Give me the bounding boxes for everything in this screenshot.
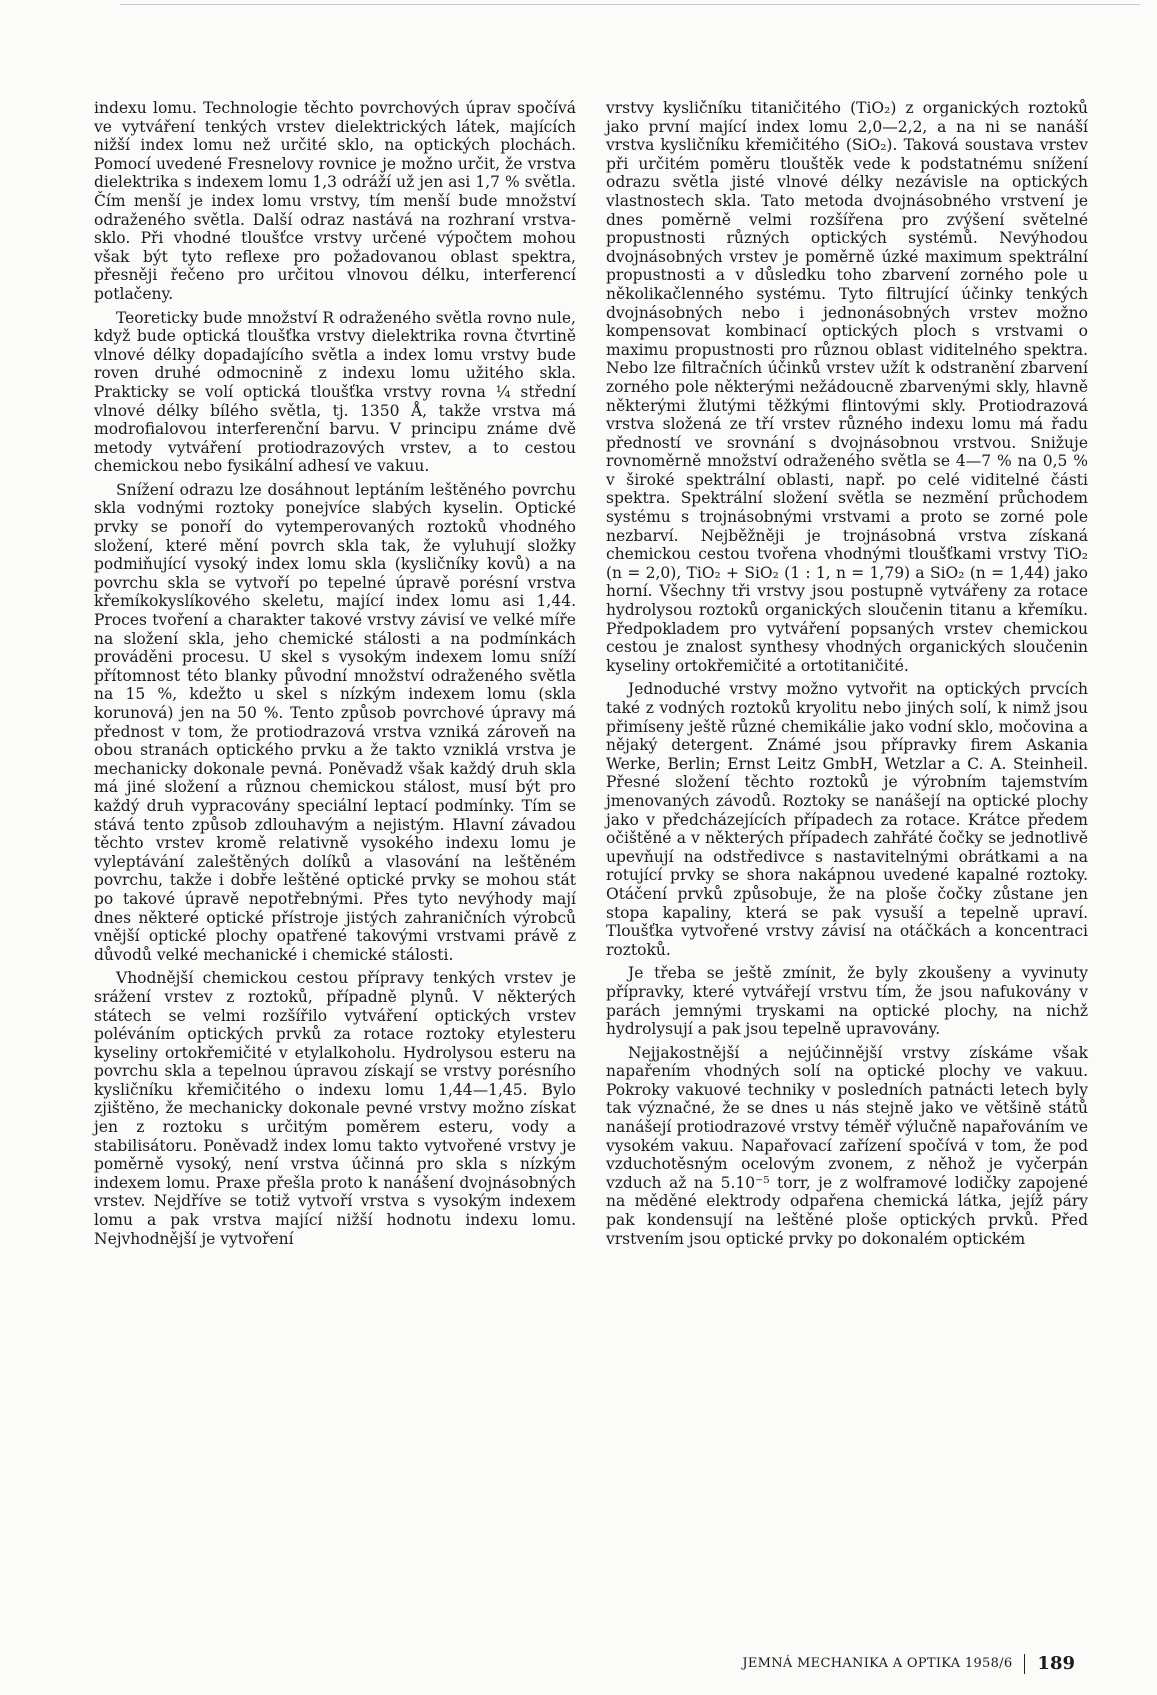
right-column	[606, 99, 1088, 1253]
footer-divider	[1024, 1654, 1025, 1674]
scan-edge-line	[120, 4, 1140, 5]
page-number: 189	[1037, 1653, 1075, 1674]
paragraph: Nejjakostnější a nejúčinnější vrstvy získáme však napařením vhodných solí na optické plochy ve vakuu. Pokroky vakuové techniky v posledních patnácti letech byly tak význačné, že se dnes u nás stejně jako ve většině států nanášejí protiodrazové vrstvy téměř výlučně napařováním ve vysokém vakuu. Napařovací zařízení spočívá v tom, že pod vzduchotěsným ocelovým zvonem, z něhož je vyčerpán vzduch až na 5.10⁻⁵ torr, je z wolframové lodičky zapojené na měděné elektrody odpařena chemická látka, jejíž páry pak kondensují na leštěné ploše optických prvků. Před vrstvením jsou optické prvky po dokonalém optickém	[606, 1043, 1088, 1248]
paragraph: Snížení odrazu lze dosáhnout leptáním leštěného povrchu skla vodnými roztoky ponejvíce slabých kyselin. Optické prvky se ponoří do vytemperovaných roztoků vhodného složení, které mění povrch skla tak, že vyluhují složky podmiňující vysoký index lomu skla (kysličníky kovů) a na povrchu skla se vytvoří po tepelné úpravě porésní vrstva křemíkokyslíkového skeletu, mající index lomu asi 1,44. Proces tvoření a charakter takové vrstvy závisí ve velké míře na složení skla, jeho chemické stálosti a na podmínkách prováděni procesu. U skel s vysokým indexem lomu sníží přítomnost této blanky původní množství odraženého světla na 15 %, kdežto u skel s nízkým indexem lomu (skla korunová) jen na 50 %. Tento způsob povrchové úpravy má přednost v tom, že protiodrazová vrstva vzniká zároveň na obou stranách optického prvku a že takto vzniklá vrstva je mechanicky dokonale pevná. Poněvadž však každý druh skla má jiné složení a různou chemickou stálost, musí být pro každý druh vypracovány speciální leptací podmínky. Tím se stává tento způsob zdlouhavým a nejistým. Hlavní závadou těchto vrstev kromě relativně vysokého indexu lomu je vyleptávání zaleštěných dolíků a vlasování na leštěném povrchu, takže i dobře leštěné optické prvky se mohou stát po takové úpravě nepotřebnými. Přes tyto nevýhody mají dnes některé optické přístroje jistých zahraničních výrobců vnější optické plochy opatřené takovými vrstvami právě z důvodů velké mechanické i chemické stálosti.	[94, 480, 576, 964]
paragraph: Jednoduché vrstvy možno vytvořit na optických prvcích také z vodných roztoků kryolitu nebo jiných solí, k nimž jsou přimíseny ještě různé chemikálie jako vodní sklo, močovina a nějaký detergent. Známé jsou přípravky firem Askania Werke, Berlin; Ernst Leitz GmbH, Wetzlar a C. A. Steinheil. Přesné složení těchto roztoků je výrobním tajemstvím jmenovaných závodů. Roztoky se nanášejí na optické plochy jako v předcházejících případech za rotace. Krátce předem očištěné a v některých případech zahřáté čočky se jednotlivě upevňují na odstředivce s nastavitelnými obrátkami a na rotující prvky se shora nakápnou uvedené kapalné roztoky. Otáčení prvků způsobuje, že na ploše čočky zůstane jen stopa kapaliny, která se pak vysuší a tepelně upraví. Tloušťka vytvořené vrstvy závisí na otáčkách a koncentraci roztoků.	[606, 680, 1088, 959]
paragraph: Vhodnější chemickou cestou přípravy tenkých vrstev je srážení vrstev z roztoků, případně plynů. V některých státech se velmi rozšířilo vytváření optických vrstev poléváním optických prvků za rotace roztoky etylesteru kyseliny ortokřemičité v etylalkoholu. Hydrolysou esteru na povrchu skla a tepelnou úpravou získají se vrstvy porésního kysličníku křemičitého o indexu lomu 1,44—1,45. Bylo zjištěno, že mechanicky dokonale pevné vrstvy možno získat jen z roztoku s určitým poměrem esteru, vody a stabilisátoru. Poněvadž index lomu takto vytvořené vrstvy je poměrně vysoký, není vrstva účinná pro skla s nízkým indexem lomu. Praxe přešla proto k nanášení dvojnásobných vrstev. Nejdříve se totiž vytvoří vrstva s vysokým indexem lomu a pak vrstva mající nižší hodnotu indexu lomu. Nejvhodnější je vytvoření	[94, 969, 576, 1248]
paragraph: vrstvy kysličníku titaničitého (TiO₂) z organických roztoků jako první mající index lomu 2,0—2,2, a na ni se nanáší vrstva kysličníku křemičitého (SiO₂). Taková soustava vrstev při určitém poměru tlouštěk vede k podstatnému snížení odrazu světla jisté vlnové délky nezávisle na optických vlastnostech skla. Tato metoda dvojnásobného vrstvení je dnes poměrně velmi rozšířena pro zvýšení světelné propustnosti různých optických systémů. Nevýhodou dvojnásobných vrstev je poměrně úzké maximum spektrální propustnosti a v důsledku toho zbarvení zorného pole u několikačlenného systému. Tyto filtrující účinky tenkých dvojnásobných nebo i jednonásobných vrstev možno kompensovat kombinací optických ploch s vrstvami o maximu propustnosti pro různou oblast viditelného spektra. Nebo lze filtračních účinků vrstev užít k odstranění zbarvení zorného pole některými nežádoucně zbarvenými skly, hlavně některými žlutými těžkými flintovými skly. Protiodrazová vrstva složená ze tří vrstev různého indexu lomu má řadu předností ve srovnání s dvojnásobnou vrstvou. Snižuje rovnoměrně množství odraženého světla se 4—7 % na 0,5 % v široké spektrální oblasti, např. po celé viditelné části spektra. Spektrální složení světla se nezmění průchodem systému s trojnásobnými vrstvami a proto se zorné pole nezbarví. Nejběžněji je trojnásobná vrstva získaná chemickou cestou tvořena vhodnými tloušťkami vrstvy TiO₂ (n = 2,0), TiO₂ + SiO₂ (1 : 1, n = 1,79) a SiO₂ (n = 1,44) jako horní. Všechny tři vrstvy jsou postupně vytvářeny za rotace hydrolysou roztoků organických sloučenin titanu a křemíku. Předpokladem pro vytváření popsaných vrstev chemickou cestou je znalost synthesy vhodných organických sloučenin kyseliny ortokřemičité a ortotitaničité.	[606, 99, 1088, 675]
left-column	[94, 99, 576, 1253]
page-footer	[742, 1653, 1075, 1674]
paragraph: Je třeba se ještě zmínit, že byly zkoušeny a vyvinuty přípravky, které vytvářejí vrstvu tím, že jsou nafukovány v parách jemnými tryskami na optické plochy, na nichž hydrolysují a pak jsou tepelně upravovány.	[606, 964, 1088, 1039]
paragraph: indexu lomu. Technologie těchto povrchových úprav spočívá ve vytváření tenkých vrstev dielektrických látek, majících nižší index lomu než určité sklo, na optických plochách. Pomocí uvedené Fresnelovy rovnice je možno určit, že vrstva dielektrika s indexem lomu 1,3 odráží už jen asi 1,7 % světla. Čím menší je index lomu vrstvy, tím menší bude množství odraženého světla. Další odraz nastává na rozhraní vrstva-sklo. Při vhodné tloušťce vrstvy určené výpočtem mohou však být tyto reflexe pro požadovanou oblast spektra, přesněji řečeno pro určitou vlnovou délku, interferencí potlačeny.	[94, 99, 576, 303]
paragraph: Teoreticky bude množství R odraženého světla rovno nule, když bude optická tloušťka vrstvy dielektrika rovna čtvrtině vlnové délky dopadajícího světla a index lomu vrstvy bude roven druhé odmocnině z indexu lomu užitého skla. Prakticky se volí optická tloušťka vrstvy rovna ¼ střední vlnové délky bílého světla, tj. 1350 Å, takže vrstva má modrofialovou interferenční barvu. V principu známe dvě metody vytváření protiodrazových vrstev, a to cestou chemickou nebo fysikální adhesí ve vakuu.	[94, 308, 576, 476]
journal-title: JEMNÁ MECHANIKA A OPTIKA 1958/6	[742, 1656, 1013, 1671]
